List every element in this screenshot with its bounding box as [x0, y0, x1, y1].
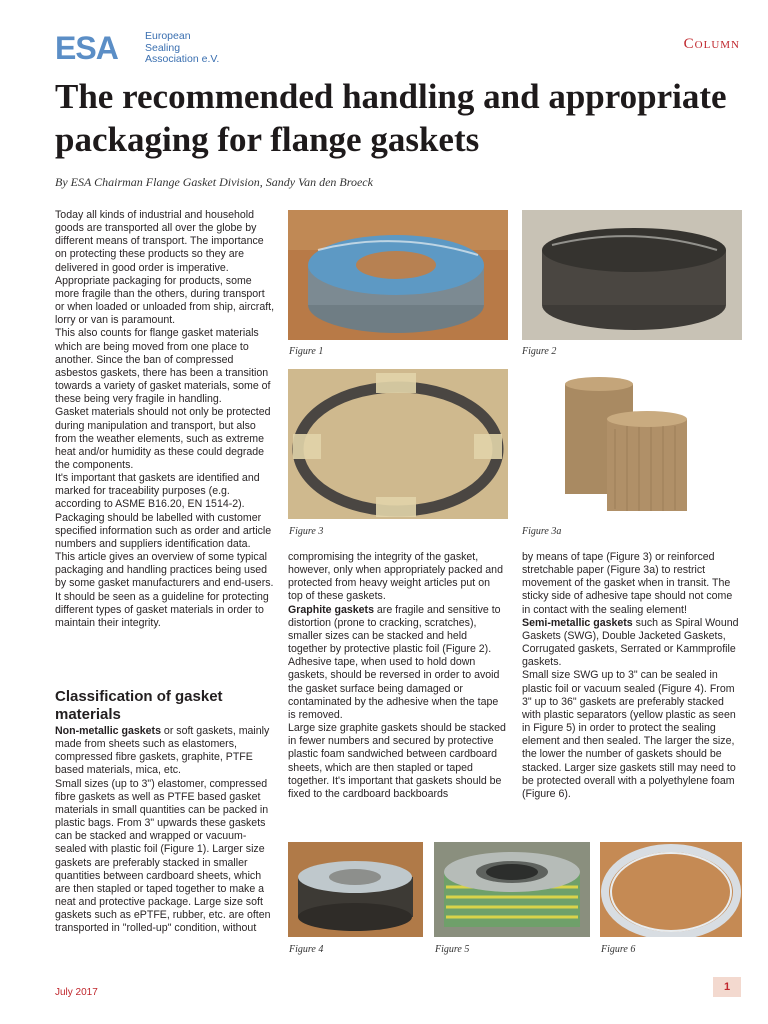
column-2 — [288, 551, 506, 801]
graphite-paragraph — [288, 604, 506, 657]
small-sizes-paragraph: Small sizes (up to 3") elastomer, compressed fibre gaskets as well as PTFE based gasket materials in small quantities can be packed in plastic bags. From 3" upwards these gaskets can be stacked and wrapped or vacuum-sealed with plastic foil (Figure 1). Larger size gaskets are preferably stacked in smaller quantities between cardboard sheets, which are then stapled or taped together to make a neat and protective package. Large size soft gaskets such as ePTFE, rubber, etc. are often transported in "rolled-up" condition, without — [55, 777, 271, 935]
figure-3a-caption: Figure 3a — [522, 526, 562, 537]
semi-metallic-paragraph — [522, 617, 742, 670]
issue-date: July 2017 — [55, 987, 98, 998]
semi-metallic-lead: Semi-metallic gaskets — [522, 616, 633, 629]
figure-5-caption: Figure 5 — [435, 944, 470, 955]
figure-4-caption: Figure 4 — [289, 944, 324, 955]
figure-3-caption: Figure 3 — [289, 526, 324, 537]
figure-6-caption: Figure 6 — [601, 944, 636, 955]
paragraph-4: It's important that gaskets are identified and marked for traceability purposes (e.g. according to ASME B16.20, EN 1514-2). Packaging should be labelled with customer specified information such as order and article numbers and suppliers identification data. — [55, 472, 272, 550]
figure-4-image — [288, 842, 423, 937]
paragraph-2: This also counts for flange gasket materials which are being moved from one place to another. Since the ban of compressed asbestos gaskets, there has been a transition towards a variety of gasket materials, some of these being very fragile in handling. — [55, 327, 271, 406]
graphite-text: are fragile and sensitive to distortion (prone to cracking, scratches), smaller sizes can be stacked and held together by protective plastic foil (Figure 2). — [288, 603, 501, 656]
figure-3-image — [288, 369, 508, 519]
column-1-lower — [55, 725, 275, 936]
figure-3a-image — [555, 374, 705, 516]
column-3-continuation: by means of tape (Figure 3) or reinforced stretchable paper (Figure 3a) to restrict movement of the gasket when in transit. The sticky side of adhesive tape should not come in contact with the sealing element! — [522, 551, 733, 616]
large-graphite-paragraph: Large size graphite gaskets should be stacked in fewer numbers and secured by protective plastic foam sandwiched between cardboard sheets, which are then stapled or taped together. It's important that gaskets should be fixed to the cardboard backboards — [288, 722, 506, 800]
semi-metallic-text: such as Spiral Wound Gaskets (SWG), Double Jacketed Gaskets, Corrugated gaskets, Serrated or Kammprofile gaskets. — [522, 616, 739, 669]
paragraph-3: Gasket materials should not only be protected during manipulation and transport, but also from the weather elements, such as extreme heat and/or humidity as these could degrade the components. — [55, 406, 271, 471]
figure-1-caption: Figure 1 — [289, 346, 324, 357]
esa-logo — [55, 31, 225, 65]
nonmetallic-lead: Non-metallic gaskets — [55, 725, 161, 737]
intro-paragraph: Today all kinds of industrial and household goods are transported all over the globe by different means of transport. The importance on protecting these products so they are delivered in good order is imperative. Appropriate packaging for products, some more fragile than the others, during transport or when loaded or unloaded from ship, aircraft, lorry or van is paramount. — [55, 209, 275, 327]
column-3 — [522, 551, 742, 801]
figure-2-image — [522, 210, 742, 340]
figure-5-image — [434, 842, 590, 937]
paragraph-5: This article gives an overview of some typical packaging and handling practices being used by some gasket manufacturers and end-users. It should be seen as a guideline for protecting different types of gasket materials in order to maintain their integrity. — [55, 551, 274, 629]
section-heading: Classification of gasket materials — [55, 688, 223, 723]
article-title: The recommended handling and appropriate packaging for flange gaskets — [55, 77, 727, 159]
nonmetallic-paragraph — [55, 725, 275, 778]
logo-mark: ESA — [55, 30, 118, 66]
column-1 — [55, 209, 275, 630]
logo-text — [145, 31, 219, 66]
page-number: 1 — [713, 977, 741, 997]
graphite-lead: Graphite gaskets — [288, 603, 374, 616]
logo-line-1: European — [145, 30, 191, 42]
logo-line-2: Sealing — [145, 41, 181, 54]
column-label: Column — [683, 36, 740, 52]
swg-paragraph: Small size SWG up to 3" can be sealed in plastic foil or vacuum sealed (Figure 4). From 3" up to 36" gaskets are preferably stacked with plastic separators (yellow plastic as seen in Figure 5) in order to protect the sealing element and then sealed. The larger the size, the lower the number of gaskets should be stacked. Larger size gaskets still may need to be protected overall with a polyethylene foam (Figure 6). — [522, 669, 736, 800]
byline: By ESA Chairman Flange Gasket Division, Sandy Van den Broeck — [55, 175, 373, 189]
figure-1-image — [288, 210, 508, 340]
figure-6-image — [600, 842, 742, 937]
adhesive-paragraph: Adhesive tape, when used to hold down gaskets, should be reversed in order to avoid the gasket surface being damaged or contaminated by the adhesive when the tape is removed. — [288, 656, 500, 721]
figure-2-caption: Figure 2 — [522, 346, 557, 357]
column-2-continuation: compromising the integrity of the gasket, however, only when appropriately packed and protected from heavy weight articles put on top of these gaskets. — [288, 551, 503, 603]
nonmetallic-text: or soft gaskets, mainly made from sheets such as elastomers, compressed fibre gaskets, graphite, PTFE based materials, mica, etc. — [55, 725, 270, 777]
logo-line-3: Association e.V. — [145, 53, 220, 65]
